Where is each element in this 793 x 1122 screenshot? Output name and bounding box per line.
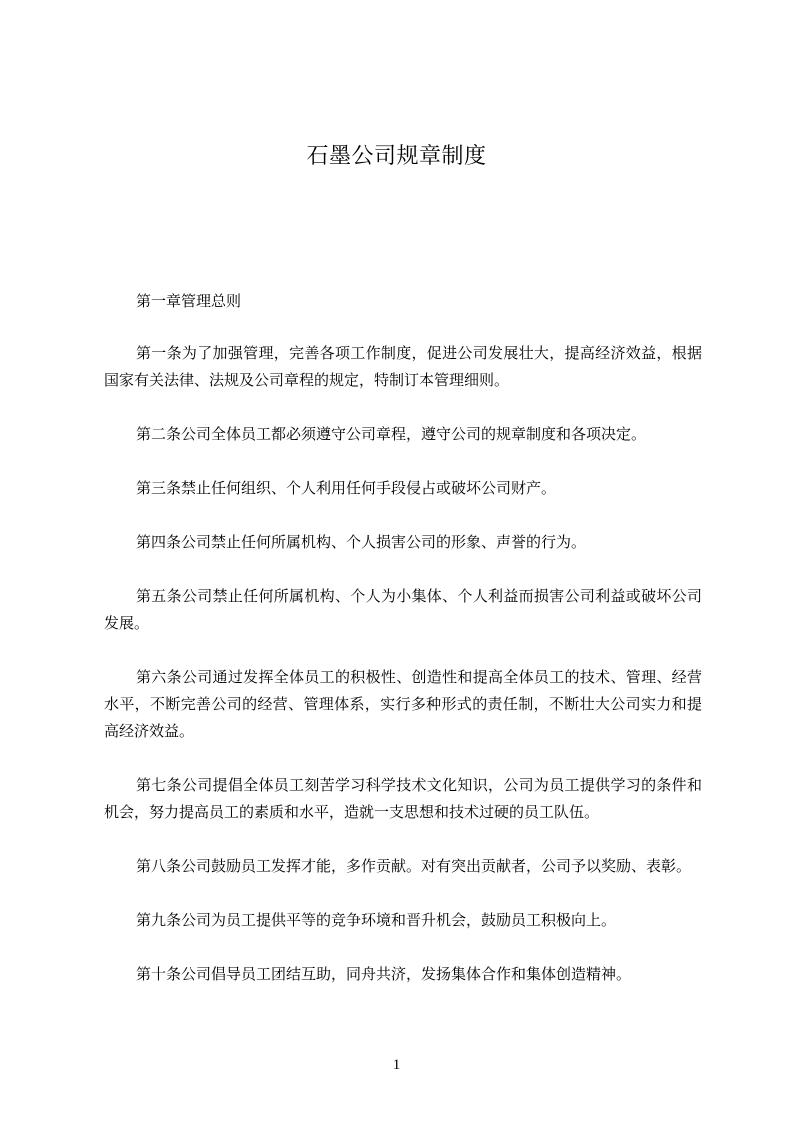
document-title: 石墨公司规章制度 xyxy=(306,144,487,169)
article-3: 第三条禁止任何组织、个人利用任何手段侵占或破坏公司财产。 xyxy=(136,479,557,497)
document-body xyxy=(104,288,702,1015)
article-4: 第四条公司禁止任何所属机构、个人损害公司的形象、声誉的行为。 xyxy=(136,533,587,551)
article-10: 第十条公司倡导员工团结互助，同舟共济，发扬集体合作和集体创造精神。 xyxy=(136,965,632,983)
article-9: 第九条公司为员工提供平等的竞争环境和晋升机会，鼓励员工积极向上。 xyxy=(136,911,617,929)
article-6: 第六条公司通过发挥全体员工的积极性、创造性和提高全体员工的技术、管理、经营水平，不断完善公司的经营、管理体系，实行多种形式的责任制，不断壮大公司实力和提高经济效益。 xyxy=(104,668,702,740)
page-number: 1 xyxy=(392,1057,401,1073)
article-5: 第五条公司禁止任何所属机构、个人为小集体、个人利益而损害公司利益或破坏公司发展。 xyxy=(104,587,702,632)
article-2: 第二条公司全体员工都必须遵守公司章程，遵守公司的规章制度和各项决定。 xyxy=(136,425,647,443)
article-7: 第七条公司提倡全体员工刻苦学习科学技术文化知识，公司为员工提供学习的条件和机会，努力提高员工的素质和水平，造就一支思想和技术过硬的员工队伍。 xyxy=(104,776,702,821)
article-8: 第八条公司鼓励员工发挥才能，多作贡献。对有突出贡献者，公司予以奖励、表彰。 xyxy=(136,857,692,875)
chapter-heading: 第一章管理总则 xyxy=(136,292,242,310)
article-1: 第一条为了加强管理，完善各项工作制度，促进公司发展壮大，提高经济效益，根据国家有关法律、法规及公司章程的规定，特制订本管理细则。 xyxy=(104,344,702,389)
